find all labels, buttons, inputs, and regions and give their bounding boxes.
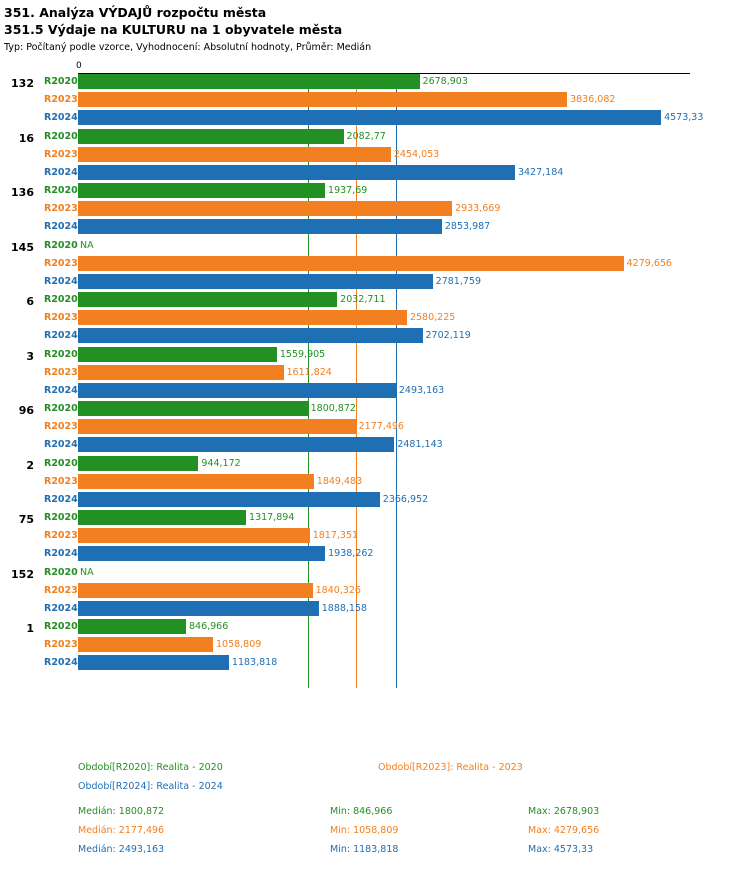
stat-row [0, 825, 750, 844]
bar-track [78, 619, 750, 634]
series-label: R2023 [44, 639, 78, 650]
series-label: R2020 [44, 130, 78, 142]
bar-value-label: 2678,903 [422, 76, 468, 87]
bar-value-label: 944,172 [201, 457, 241, 469]
bar-track [78, 165, 750, 180]
group-label: 1 [26, 622, 34, 635]
bar-row [0, 273, 750, 291]
series-label: R2024 [44, 657, 78, 668]
bar-track [78, 401, 750, 416]
bar-track [78, 365, 750, 380]
bar-track [78, 655, 750, 670]
series-label: R2020 [44, 348, 78, 360]
legend-entry: Období[R2023]: Realita - 2023 [378, 762, 523, 773]
bar-track [78, 528, 750, 543]
chart-header [0, 0, 750, 55]
bar-row [0, 636, 750, 654]
bar-group [0, 237, 750, 292]
bar-track [78, 92, 750, 107]
bar-value-label: 2177,496 [358, 421, 404, 432]
bar-row [0, 128, 750, 146]
bar[interactable] [78, 129, 344, 144]
bar[interactable] [78, 637, 213, 652]
group-label: 152 [11, 567, 34, 581]
bar-row [0, 455, 750, 473]
bar-value-label: 4279,656 [626, 257, 672, 269]
group-label: 6 [26, 295, 34, 308]
bar[interactable] [78, 201, 452, 216]
bar-row [0, 382, 750, 400]
bar-row [0, 91, 750, 109]
bar[interactable] [78, 437, 394, 452]
bar-track [78, 601, 750, 616]
bar-value-label: 2082,77 [346, 130, 386, 142]
bar-value-label: 846,966 [188, 621, 229, 632]
bar[interactable] [78, 546, 325, 561]
bar-row [0, 255, 750, 273]
stat-median: Medián: 2177,496 [78, 825, 165, 836]
bar-track [78, 328, 750, 343]
bar-row [0, 237, 750, 255]
bar[interactable] [78, 74, 420, 89]
bar-group [0, 455, 750, 510]
axis-zero-label: 0 [76, 61, 82, 71]
series-label: R2020 [44, 239, 78, 251]
stat-min: Min: 1058,809 [330, 825, 399, 836]
chart-subtitle: Typ: Počítaný podle vzorce, Vyhodnocení: Absolutní hodnoty, Průměr: Medián [4, 42, 372, 53]
bar-track [78, 474, 750, 489]
bar-value-label: 1800,872 [310, 403, 356, 414]
bar-track [78, 383, 750, 398]
bar-track [78, 74, 750, 89]
bar-row [0, 146, 750, 164]
legend-entry: Období[R2024]: Realita - 2024 [78, 781, 223, 792]
series-label: R2023 [44, 257, 78, 269]
bar-row [0, 182, 750, 200]
bar[interactable] [78, 583, 313, 598]
bar[interactable] [78, 474, 314, 489]
bar-value-label: 1817,351 [312, 530, 359, 541]
series-label: R2024 [44, 330, 78, 341]
bar-value-label: NA [80, 566, 94, 578]
bar-value-label: 1938,262 [328, 548, 374, 559]
bar-track [78, 637, 750, 652]
bar-track [78, 201, 750, 216]
bar-group [0, 182, 750, 237]
bar-value-label: 1559,905 [279, 348, 326, 360]
chart-title: 351.5 Výdaje na KULTURU na 1 obyvatele města [4, 22, 343, 37]
stat-median: Medián: 2493,163 [78, 844, 165, 855]
bar-value-label: 3836,082 [570, 94, 616, 105]
stat-median: Medián: 1800,872 [78, 806, 165, 817]
bar[interactable] [78, 92, 567, 107]
bar-row [0, 327, 750, 345]
bar[interactable] [78, 365, 284, 380]
series-label: R2020 [44, 76, 78, 87]
bar-track [78, 129, 750, 144]
group-label: 16 [18, 131, 34, 145]
bar-track [78, 292, 750, 307]
series-label: R2023 [44, 584, 78, 596]
series-label: R2020 [44, 457, 78, 469]
bar-value-label: 2580,225 [409, 312, 456, 323]
bar[interactable] [78, 183, 325, 198]
bar-group [0, 291, 750, 346]
bar-value-label: 1937,69 [328, 185, 368, 196]
bar-track [78, 183, 750, 198]
bars-container [0, 73, 750, 716]
bar-track [78, 492, 750, 507]
bar[interactable] [78, 492, 380, 507]
group-label: 136 [11, 186, 34, 199]
bar-value-label: 2454,053 [393, 148, 440, 160]
bar[interactable] [78, 456, 198, 471]
group-label: 145 [11, 240, 34, 254]
bar[interactable] [78, 110, 661, 125]
series-label: R2023 [44, 203, 78, 214]
bar[interactable] [78, 383, 396, 398]
bar-value-label: 1888,158 [321, 602, 368, 614]
bar-track [78, 437, 750, 452]
bar-row [0, 400, 750, 418]
bar-track [78, 147, 750, 162]
bar-value-label: NA [80, 239, 94, 251]
plot-area [0, 61, 750, 716]
series-label: R2020 [44, 403, 78, 414]
bar-track [78, 347, 750, 362]
stat-max: Max: 2678,903 [528, 806, 600, 817]
bar-group [0, 400, 750, 455]
bar-row [0, 73, 750, 91]
bar[interactable] [78, 510, 246, 525]
bar-track [78, 110, 750, 125]
series-label: R2023 [44, 475, 78, 487]
stat-max: Max: 4573,33 [528, 844, 594, 855]
bar-group [0, 564, 750, 619]
bar-row [0, 436, 750, 454]
bar-value-label: 2853,987 [444, 221, 491, 232]
bar-row [0, 509, 750, 527]
bar-track [78, 274, 750, 289]
bar[interactable] [78, 347, 277, 362]
bar-row [0, 346, 750, 364]
bar-value-label: 1317,894 [249, 512, 295, 523]
bar-row [0, 582, 750, 600]
series-label: R2023 [44, 148, 78, 160]
bar-track [78, 546, 750, 561]
legend-row [0, 762, 750, 781]
bar-row [0, 545, 750, 563]
series-label: R2023 [44, 366, 78, 378]
bar-value-label: 3427,184 [517, 166, 564, 178]
bar-value-label: 2702,119 [425, 330, 471, 341]
bar-group [0, 346, 750, 401]
bar-value-label: 2781,759 [435, 275, 482, 287]
bar-row [0, 491, 750, 509]
bar-value-label: 1058,809 [215, 639, 262, 650]
bar[interactable] [78, 601, 319, 616]
bar[interactable] [78, 655, 229, 670]
bar-row [0, 418, 750, 436]
bar-row [0, 600, 750, 618]
series-label: R2024 [44, 439, 78, 450]
series-label: R2024 [44, 221, 78, 232]
legend-row [0, 781, 750, 800]
bar[interactable] [78, 619, 186, 634]
series-label: R2020 [44, 512, 78, 523]
series-label: R2020 [44, 621, 78, 632]
legend-entry: Období[R2020]: Realita - 2020 [78, 762, 223, 773]
series-label: R2023 [44, 530, 78, 541]
bar[interactable] [78, 292, 337, 307]
series-label: R2023 [44, 312, 78, 323]
bar-value-label: 1849,483 [316, 475, 363, 487]
series-label: R2024 [44, 112, 78, 123]
stat-min: Min: 846,966 [330, 806, 393, 817]
stat-min: Min: 1183,818 [330, 844, 399, 855]
bar[interactable] [78, 219, 442, 234]
bar-track [78, 219, 750, 234]
series-label: R2024 [44, 166, 78, 178]
bar-value-label: 1183,818 [231, 657, 278, 668]
series-label: R2020 [44, 185, 78, 196]
bar-value-label: 2032,711 [340, 294, 386, 305]
bar-row [0, 200, 750, 218]
series-label: R2024 [44, 493, 78, 505]
group-label: 132 [11, 77, 34, 90]
bar-track [78, 456, 750, 471]
bar-row [0, 109, 750, 127]
bar-row [0, 654, 750, 672]
bar-value-label: 4573,33 [664, 112, 704, 123]
bar-group [0, 73, 750, 128]
series-label: R2024 [44, 384, 78, 396]
bar-value-label: 2366,952 [382, 493, 429, 505]
bar[interactable] [78, 256, 624, 271]
bar-value-label: 2933,669 [455, 203, 501, 214]
bar-track [78, 238, 750, 253]
bar[interactable] [78, 310, 407, 325]
series-label: R2020 [44, 294, 78, 305]
bar-track [78, 565, 750, 580]
chart-stats [0, 806, 750, 863]
group-label: 75 [18, 513, 34, 526]
series-label: R2024 [44, 548, 78, 559]
bar-row [0, 618, 750, 636]
chart-legend [0, 762, 750, 800]
group-label: 2 [26, 458, 34, 472]
bar-group [0, 618, 750, 673]
stat-row [0, 806, 750, 825]
bar-group [0, 128, 750, 183]
bar-row [0, 527, 750, 545]
bar[interactable] [78, 401, 308, 416]
bar-row [0, 291, 750, 309]
bar-track [78, 310, 750, 325]
series-label: R2023 [44, 94, 78, 105]
series-label: R2024 [44, 275, 78, 287]
page-title: 351. Analýza VÝDAJŮ rozpočtu města [4, 5, 267, 20]
bar[interactable] [78, 419, 356, 434]
stat-max: Max: 4279,656 [528, 825, 600, 836]
bar-row [0, 164, 750, 182]
bar-row [0, 564, 750, 582]
bar-track [78, 583, 750, 598]
bar-track [78, 256, 750, 271]
bar-row [0, 473, 750, 491]
bar[interactable] [78, 147, 391, 162]
bar-track [78, 510, 750, 525]
bar-row [0, 309, 750, 327]
bar-value-label: 1611,824 [286, 366, 332, 378]
bar-track [78, 419, 750, 434]
bar[interactable] [78, 274, 433, 289]
group-label: 3 [26, 349, 34, 363]
bar-value-label: 2481,143 [397, 439, 443, 450]
bar-value-label: 1840,326 [315, 584, 361, 596]
stat-row [0, 844, 750, 863]
bar-row [0, 364, 750, 382]
bar-group [0, 509, 750, 564]
series-label: R2023 [44, 421, 78, 432]
bar[interactable] [78, 328, 423, 343]
series-label: R2024 [44, 602, 78, 614]
series-label: R2020 [44, 566, 78, 578]
bar-value-label: 2493,163 [398, 384, 445, 396]
bar[interactable] [78, 165, 515, 180]
bar-row [0, 218, 750, 236]
bar[interactable] [78, 528, 310, 543]
group-label: 96 [18, 404, 34, 417]
